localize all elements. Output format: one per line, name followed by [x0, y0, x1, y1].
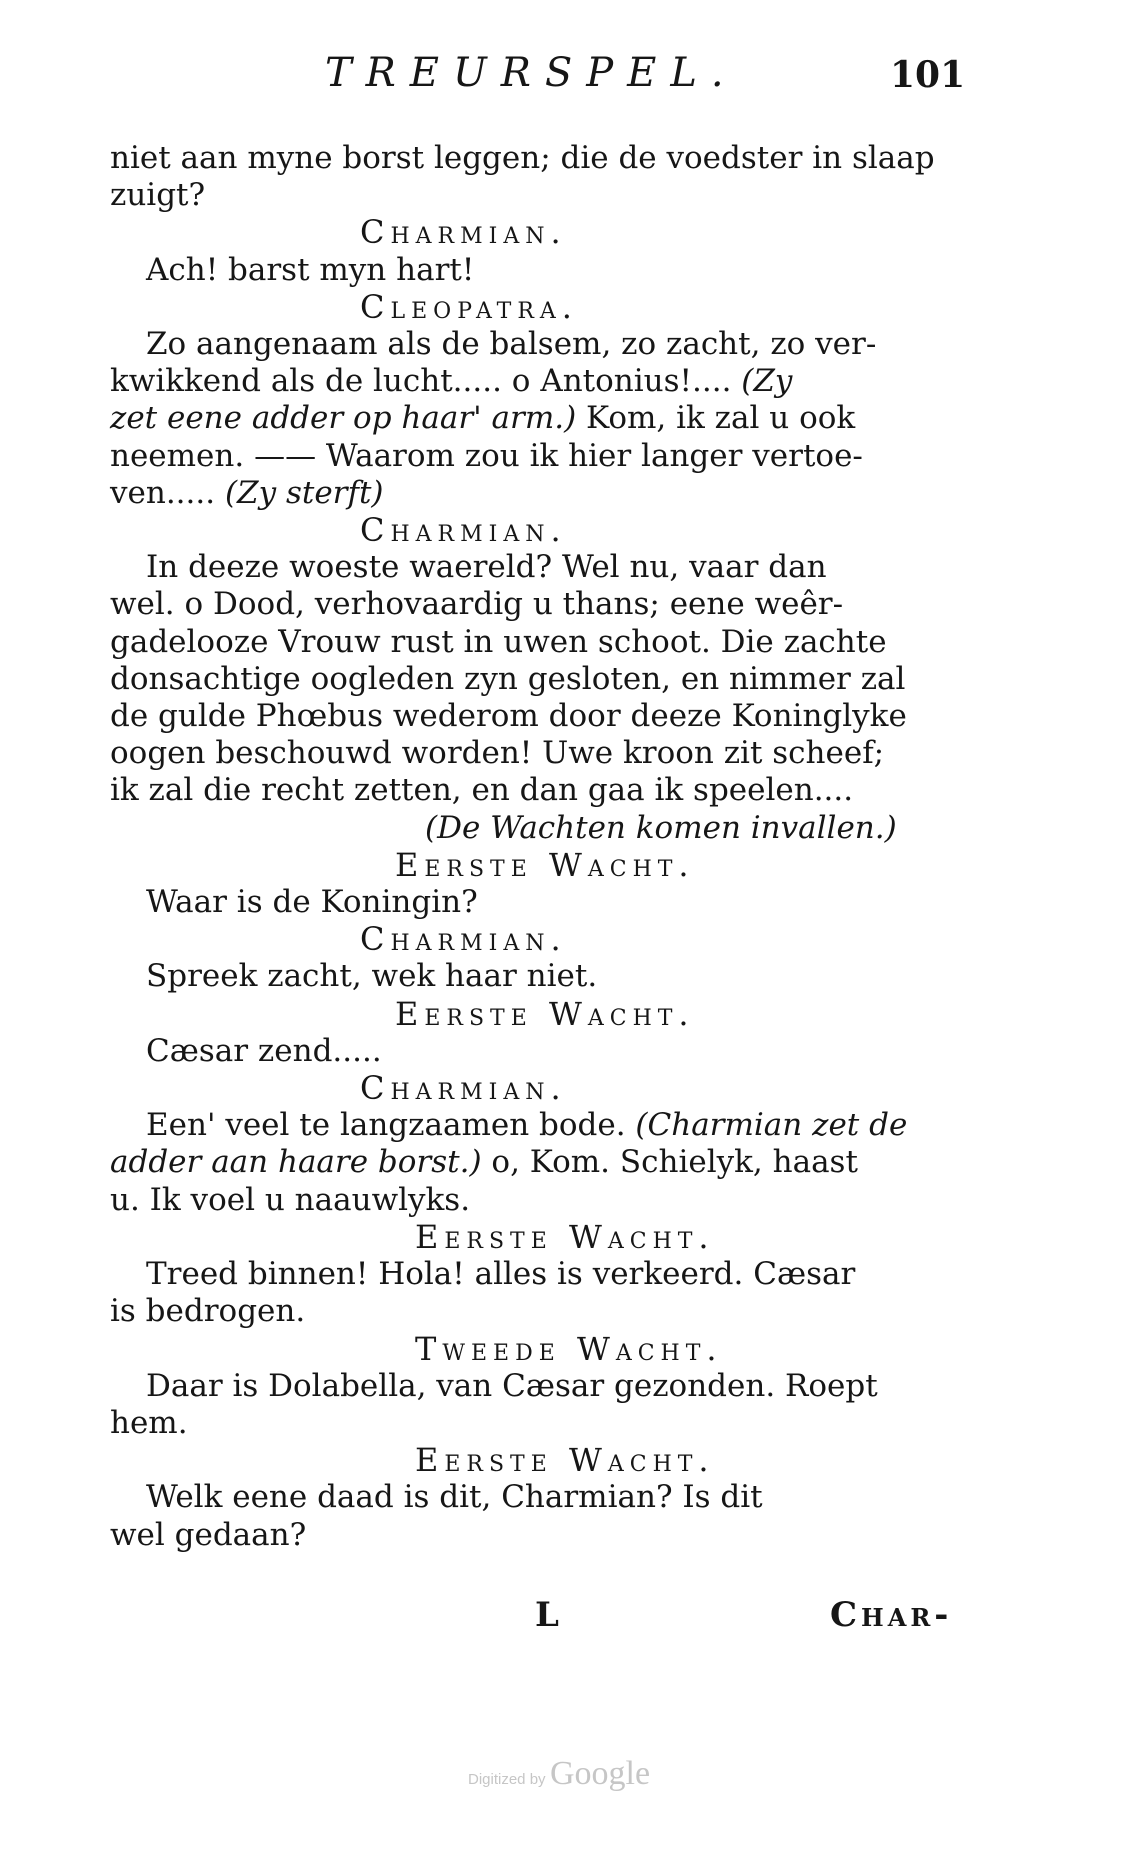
text-line: donsachtige oogleden zyn gesloten, en nimmer zal [110, 660, 906, 697]
text-line: Zo aangenaam als de balsem, zo zacht, zo ver- [146, 326, 877, 363]
speaker-heading: Eerste Wacht. [395, 994, 695, 1033]
speaker-heading: Tweede Wacht. [415, 1329, 723, 1368]
text-line: Ach! barst myn hart! [146, 251, 475, 288]
text-line: Welk eene daad is dit, Charmian? Is dit [146, 1479, 763, 1516]
running-title: TREURSPEL. [325, 50, 738, 96]
digitized-watermark [468, 1755, 650, 1793]
text-line [110, 1144, 950, 1181]
text-line: Daar is Dolabella, van Cæsar gezonden. Roept [146, 1367, 878, 1404]
stage-direction: (Zy [741, 363, 793, 400]
text-line [110, 1107, 950, 1144]
text-span: Een' veel te langzaamen bode. [146, 1107, 636, 1144]
text-line: Spreek zacht, wek haar niet. [146, 958, 598, 995]
text-span: kwikkend als de lucht..... o Antonius!.... [110, 363, 742, 400]
text-line: Treed binnen! Hola! alles is verkeerd. Cæsar [146, 1256, 856, 1293]
text-span: o, Kom. Schielyk, haast [481, 1144, 858, 1181]
text-line: de gulde Phœbus wederom door deeze Koninglyke [110, 698, 907, 735]
text-line: ik zal die recht zetten, en dan gaa ik speelen.... [110, 772, 854, 809]
text-line: neemen. —— Waarom zou ik hier langer vertoe- [110, 437, 863, 474]
stage-direction: (De Wachten komen invallen.) [425, 809, 897, 846]
speaker-heading: Cleopatra. [360, 287, 578, 326]
page-footer [0, 1595, 1124, 1645]
text-line [110, 363, 950, 400]
google-logo: Google [550, 1755, 651, 1792]
speaker-heading: Eerste Wacht. [415, 1217, 715, 1256]
stage-direction: zet eene adder op haar' arm.) [110, 400, 577, 437]
text-span: ven..... [110, 474, 225, 511]
stage-direction: (Charmian zet de [635, 1107, 908, 1144]
text-line: gadelooze Vrouw rust in uwen schoot. Die zachte [110, 623, 887, 660]
stage-direction: (Zy sterft) [224, 474, 384, 511]
text-line: oogen beschouwd worden! Uwe kroon zit scheef; [110, 735, 885, 772]
catchword: Char- [830, 1595, 953, 1635]
page-text [110, 140, 950, 1554]
text-line: In deeze woeste waereld? Wel nu, vaar dan [146, 549, 827, 586]
text-line [110, 475, 950, 512]
page-header [0, 50, 1124, 100]
text-line: Cæsar zend..... [146, 1032, 382, 1069]
text-line: niet aan myne borst leggen; die de voedster in slaap [110, 140, 935, 176]
signature-mark: L [535, 1595, 559, 1635]
speaker-heading: Eerste Wacht. [395, 845, 695, 884]
text-line: zuigt? [110, 177, 206, 214]
text-line: hem. [110, 1404, 188, 1441]
page-number: 101 [890, 54, 966, 96]
text-line: u. Ik voel u naauwlyks. [110, 1181, 471, 1218]
text-line: Waar is de Koningin? [146, 884, 478, 921]
speaker-heading: Charmian. [360, 920, 567, 959]
speaker-heading: Charmian. [360, 511, 567, 550]
stage-direction: adder aan haare borst.) [110, 1144, 482, 1181]
speaker-heading: Charmian. [360, 213, 567, 252]
text-span: Kom, ik zal u ook [576, 400, 856, 437]
text-line [110, 400, 950, 437]
text-line: wel gedaan? [110, 1516, 307, 1553]
digitized-prefix: Digitized by [468, 1771, 546, 1788]
speaker-heading: Eerste Wacht. [415, 1441, 715, 1480]
text-line: is bedrogen. [110, 1293, 306, 1330]
speaker-heading: Charmian. [360, 1069, 567, 1108]
text-line: wel. o Dood, verhovaardig u thans; eene weêr- [110, 586, 844, 623]
